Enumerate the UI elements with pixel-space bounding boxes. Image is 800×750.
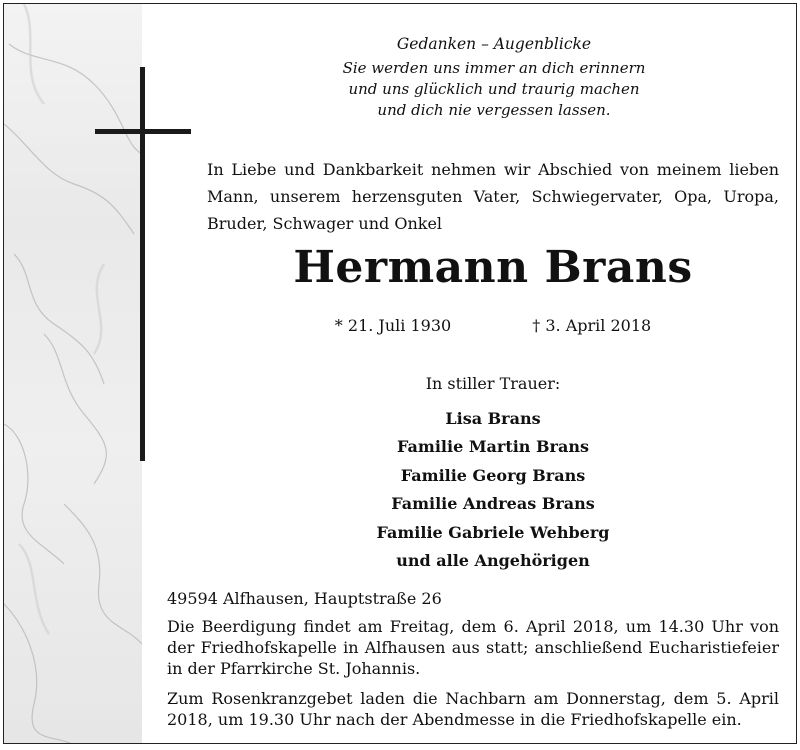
marble-veins — [4, 4, 142, 744]
quote-line: und dich nie vergessen lassen. — [377, 101, 611, 119]
death-date: † 3. April 2018 — [532, 316, 652, 335]
mourner-entry: Lisa Brans — [445, 409, 541, 428]
mourners-title: In stiller Trauer: — [425, 374, 561, 393]
deceased-name: Hermann Brans — [293, 242, 693, 293]
marble-texture — [4, 4, 142, 743]
mourner-entry: und alle Angehörigen — [396, 551, 590, 571]
rosary-details: Zum Rosenkranzgebet laden die Nachbarn am Donnerstag, dem 5. April 2018, um 19.30 Uhr nach der Abendmesse in die Friedhofskapelle ein. — [167, 689, 779, 729]
cross-icon-crossbar — [95, 129, 191, 134]
life-dates — [207, 316, 779, 335]
mourner-entry: Familie Martin Brans — [397, 437, 589, 457]
mourner-entry: Familie Gabriele Wehberg — [376, 522, 610, 542]
memorial-quote — [284, 34, 704, 121]
quote-title: Gedanken – Augenblicke — [396, 35, 592, 53]
birth-date: * 21. Juli 1930 — [334, 316, 452, 335]
funeral-details: Die Beerdigung findet am Freitag, dem 6. April 2018, um 14.30 Uhr von der Friedhofskapelle in Alfhausen aus statt; anschließend Eucharistiefeier in der Pfarrkirche St. Johannis. — [167, 617, 779, 678]
mourner-entry: Familie Georg Brans — [400, 465, 586, 485]
family-address: 49594 Alfhausen, Hauptstraße 26 — [167, 589, 442, 608]
quote-line: und uns glücklich und traurig machen — [348, 80, 640, 98]
mourners-list — [207, 405, 779, 575]
mourner-entry: Familie Andreas Brans — [391, 494, 595, 514]
obituary-notice — [3, 3, 797, 744]
quote-line: Sie werden uns immer an dich erinnern — [342, 59, 646, 77]
cross-icon — [140, 67, 145, 461]
farewell-intro: In Liebe und Dankbarkeit nehmen wir Abschied von meinem lieben Mann, unserem herzensguten Vater, Schwiegervater, Opa, Uropa, Bruder, Schwager und Onkel — [207, 160, 779, 233]
